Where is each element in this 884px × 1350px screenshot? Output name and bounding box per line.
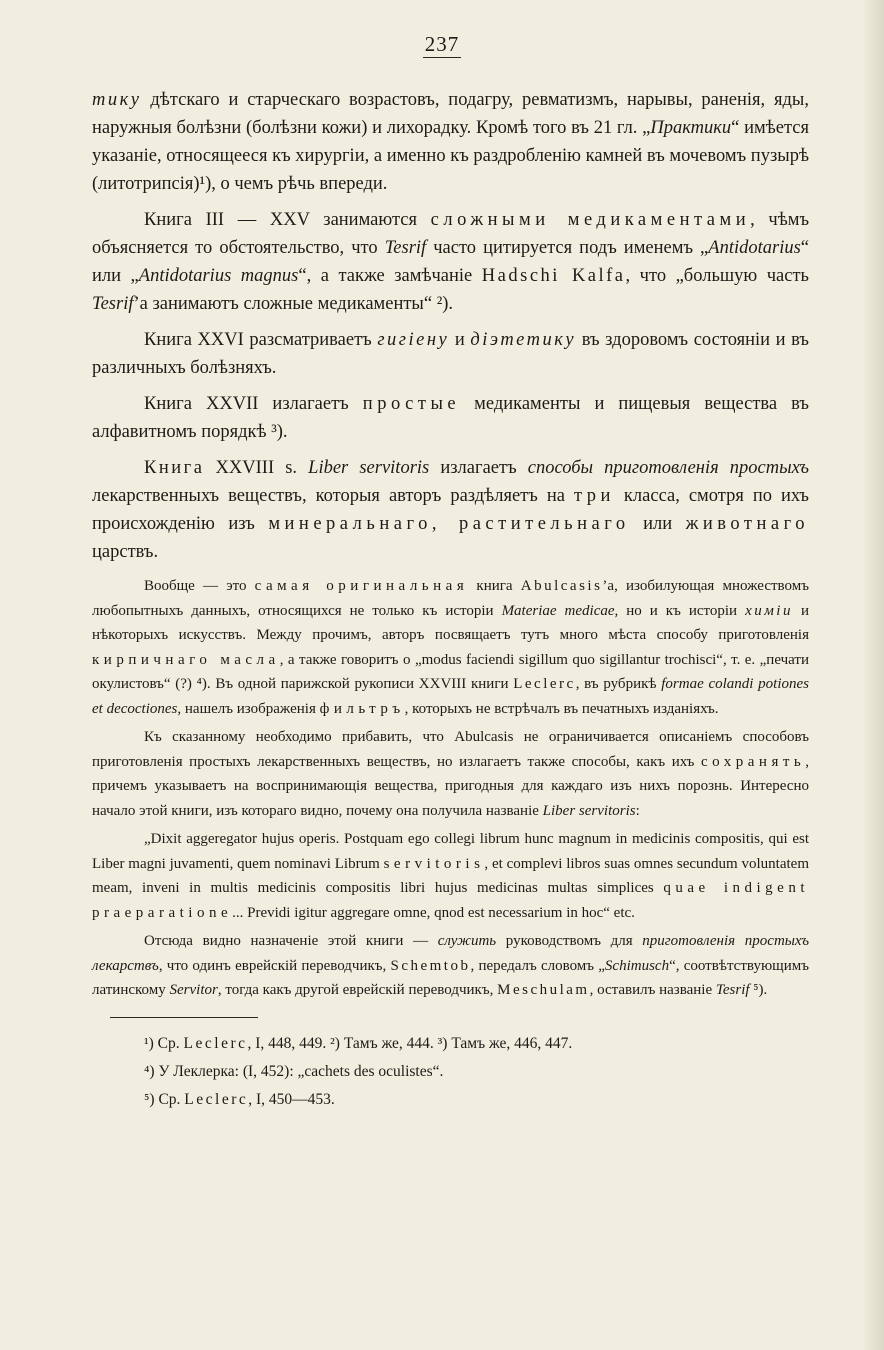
text-run: “, а также замѣчаніе bbox=[298, 266, 482, 286]
text-run: химіи bbox=[745, 602, 793, 619]
text-run: formae colandi potiones et decoctiones bbox=[92, 676, 809, 717]
text-run: Leclerc bbox=[513, 676, 576, 692]
text-run: , которыхъ не встрѣчалъ въ печатныхъ изданіяхъ. bbox=[404, 700, 719, 717]
text-run: , тогда какъ другой еврейскій переводчикъ, bbox=[217, 982, 498, 998]
text-run: класса, смотря по ихъ происхожденію изъ bbox=[92, 486, 809, 534]
paragraph-book-27 bbox=[92, 390, 809, 446]
text-run: Schimusch bbox=[604, 957, 670, 974]
text-run: простые bbox=[362, 394, 461, 414]
text-run: Tesrif bbox=[715, 982, 750, 998]
text-run: ’a, изобилующая множествомъ любопытныхъ данныхъ, относящихся не только къ исторіи bbox=[92, 578, 809, 619]
text-run: гигіену bbox=[377, 330, 450, 350]
footnote-4 bbox=[144, 1058, 809, 1086]
text-run: Hadschi Kalfa bbox=[481, 266, 626, 286]
text-run: три bbox=[573, 486, 615, 506]
paragraph-book-purpose bbox=[92, 929, 809, 1003]
text-run: дѣтскаго и старческаго возрастовъ, подагру, ревматизмъ, нарывы, раненія, яды, наружныя болѣзни (болѣзни кожи) и лихорадку. Кромѣ того въ 21 гл. „ bbox=[92, 90, 809, 138]
paragraph-diseases-list bbox=[92, 86, 809, 198]
page-body bbox=[92, 86, 809, 1114]
text-run: , что одинъ еврейскій переводчикъ, bbox=[158, 957, 391, 974]
text-run: , въ рубрикѣ bbox=[575, 676, 662, 692]
text-run: ⁴) У Леклерка: (I, 452): „cachets des oculistes“. bbox=[144, 1062, 444, 1080]
text-run: “ имѣется указаніе, относящееся къ хирургіи, а именно къ раздробленію камней въ мочевомъ пузырѣ (литотрипсія)¹), о чемъ рѣчь впереди. bbox=[92, 118, 810, 194]
text-run: лекарственныхъ веществъ, которыя авторъ раздѣляетъ на bbox=[92, 486, 574, 506]
text-run: минеральнаго, растительнаго bbox=[268, 514, 630, 534]
text-run: „Dixit aggeregator hujus operis. Postquam ego collegi librum hunc magnum in medicinis compositis, qui est Liber magni juvamenti, quem nominavi Librum bbox=[92, 831, 809, 872]
text-run: “ или „ bbox=[92, 238, 810, 286]
text-run: въ здоровомъ состояніи и въ различныхъ болѣзняхъ. bbox=[92, 330, 809, 378]
text-run: ¹) Ср. bbox=[144, 1034, 184, 1052]
text-run: и bbox=[449, 330, 471, 350]
text-run: Вообще — это bbox=[144, 578, 255, 594]
text-run: Книга XXVII излагаетъ bbox=[144, 394, 363, 414]
text-run: животнаго bbox=[685, 514, 809, 534]
text-run: сохранять bbox=[700, 753, 806, 770]
paragraph-preservation bbox=[92, 725, 809, 823]
text-run: “, соотвѣтствующимъ латинскому bbox=[92, 957, 809, 998]
text-run: , оставилъ названіе bbox=[589, 982, 716, 998]
text-run: Schemtob bbox=[390, 957, 471, 974]
paragraph-book-26 bbox=[92, 326, 809, 382]
paragraph-original-book bbox=[92, 574, 809, 721]
text-run: или bbox=[629, 514, 686, 534]
text-run: XXVIII s. bbox=[204, 458, 309, 478]
text-run: Liber servitoris bbox=[308, 458, 430, 478]
text-run: Leclerc bbox=[183, 1034, 248, 1052]
text-run: , I, 450—453. bbox=[248, 1090, 335, 1108]
text-run: способы приготовленія простыхъ bbox=[527, 458, 810, 478]
page-number-text: 237 bbox=[424, 32, 460, 56]
text-run: кирпичнаго масла bbox=[92, 651, 280, 668]
text-run: Книга III — XXV занимаются bbox=[144, 210, 431, 230]
text-run: , причемъ указываетъ на воспринимающія вещества, пригодныя для каждаго изъ нихъ порознь. Интересно начало этой книги, изъ котораго видно, почему она получила названіе bbox=[92, 753, 809, 819]
paragraph-books-3-25 bbox=[92, 206, 809, 318]
text-run: Leclerc bbox=[184, 1090, 249, 1108]
text-run: ⁵) Ср. bbox=[144, 1090, 185, 1108]
text-run: , нашелъ изображенія bbox=[177, 700, 320, 717]
text-run: ’а занимаютъ сложные медикаменты“ ²). bbox=[133, 294, 454, 314]
text-run: servitoris bbox=[383, 855, 485, 872]
footnote-5 bbox=[144, 1086, 809, 1114]
text-run: Servitor bbox=[169, 982, 218, 998]
text-run: Книга bbox=[144, 458, 205, 478]
text-run: ... Previdi igitur aggregare omne, qnod est necessarium in hoc“ etc. bbox=[232, 904, 635, 921]
text-run: , I, 448, 449. ²) Тамъ же, 444. ³) Тамъ же, 446, 447. bbox=[247, 1034, 573, 1052]
text-run: , et complevi libros suas omnes secundum voluntatem meam, inveni in multis medicinis compositis libri hujus medicinas multas simplices bbox=[92, 855, 809, 896]
text-run: Tesrif bbox=[384, 238, 427, 258]
latin-quotation bbox=[92, 827, 809, 925]
text-run: , чѣмъ объясняется то обстоятельство, что bbox=[92, 210, 810, 258]
text-run: , но и къ исторіи bbox=[614, 602, 746, 619]
text-run: медикаменты и пищевыя вещества въ алфавитномъ порядкѣ ³). bbox=[92, 394, 809, 442]
text-run: тику bbox=[92, 90, 142, 110]
text-run: , а также говоритъ о „modus faciendi sigillum quo sigillantur trochisci“, т. е. „печати окулистовъ“ (?) ⁴). Въ одной парижской рукописи XXVIII книги bbox=[92, 651, 809, 692]
text-run: : bbox=[635, 802, 640, 819]
text-run: ⁵). bbox=[749, 982, 768, 998]
text-run: діэтетику bbox=[470, 330, 577, 350]
text-run: Къ сказанному необходимо прибавить, что Abulcasis не ограничивается описаніемъ способовъ приготовленія простыхъ лекарственныхъ веществъ, но излагаетъ также способы, какъ ихъ bbox=[92, 729, 809, 770]
text-run: Meschulam bbox=[497, 982, 590, 998]
text-run: самая оригинальная bbox=[254, 578, 469, 594]
footnote-divider bbox=[110, 1017, 258, 1018]
text-run: часто цитируется подъ именемъ „ bbox=[426, 238, 709, 258]
text-run: Liber servitoris bbox=[542, 802, 636, 819]
text-run: Antidotarius magnus bbox=[138, 266, 299, 286]
text-run: Materiae medicae bbox=[501, 602, 615, 619]
page-edge-shadow bbox=[862, 0, 884, 1350]
text-run: , передалъ словомъ „ bbox=[470, 957, 605, 974]
text-run: фильтръ bbox=[319, 700, 405, 717]
footnote-1-3 bbox=[144, 1030, 809, 1058]
text-run: Отсюда видно назначеніе этой книги — bbox=[144, 933, 438, 949]
text-run: служить bbox=[437, 933, 497, 949]
text-run: , что „большую часть bbox=[625, 266, 809, 286]
text-run: и нѣкоторыхъ искусствъ. Между прочимъ, авторъ посвящаетъ тутъ много мѣста способу приготовленія bbox=[92, 602, 809, 643]
text-run: сложными медикаментами bbox=[430, 210, 751, 230]
text-run: Tesrif bbox=[92, 294, 134, 314]
text-run: Книга XXVI разсматриваетъ bbox=[144, 330, 378, 350]
text-run: царствъ. bbox=[92, 542, 159, 562]
text-run: руководствомъ для bbox=[496, 933, 643, 949]
page-number bbox=[0, 32, 884, 57]
text-run: Abulcasis bbox=[520, 578, 603, 594]
text-run: излагаетъ bbox=[429, 458, 528, 478]
text-run: книга bbox=[468, 578, 521, 594]
text-run: Antidotarius bbox=[708, 238, 801, 258]
text-run: приготовленія простыхъ лекарствъ bbox=[92, 933, 809, 974]
paragraph-book-28 bbox=[92, 454, 809, 566]
text-run: Практики bbox=[650, 118, 732, 138]
text-run: quae indigent praeparatione bbox=[92, 880, 809, 921]
